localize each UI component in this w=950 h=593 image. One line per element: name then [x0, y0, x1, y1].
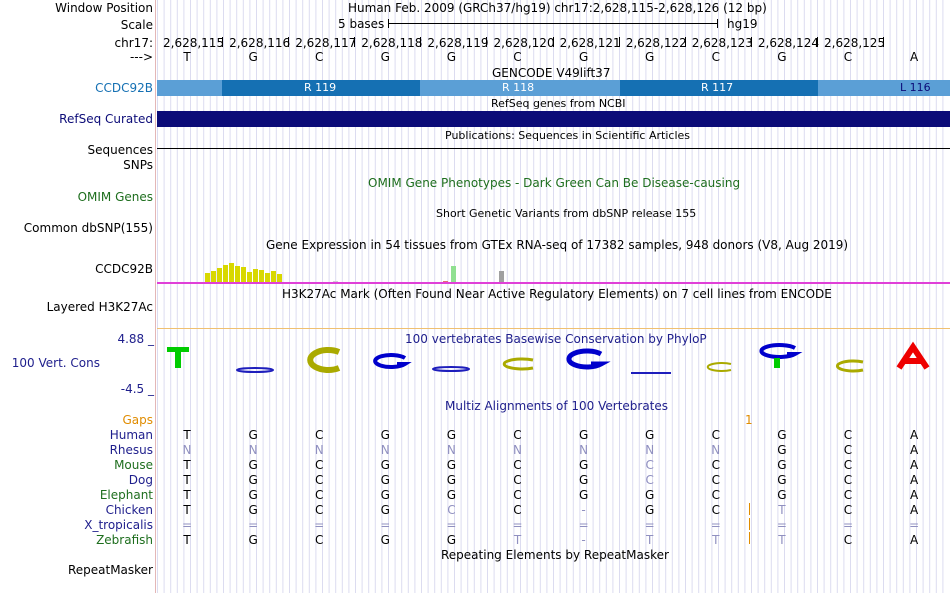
species-label[interactable]: Zebrafish	[96, 533, 153, 547]
alignment-base: =	[578, 518, 589, 532]
alignment-base: A	[909, 488, 919, 502]
alignment-base: G	[248, 503, 258, 517]
ruler-position: 2,628,118	[361, 36, 423, 50]
alignment-base: G	[248, 533, 258, 547]
gap-marker	[749, 532, 750, 544]
dbsnp-track-label[interactable]: Common dbSNP(155)	[23, 221, 153, 235]
alignment-base: G	[777, 458, 787, 472]
gap-count: 1	[745, 413, 753, 427]
alignment-base: =	[710, 518, 721, 532]
alignment-base: C	[843, 443, 853, 457]
exon-label: R 119	[304, 81, 337, 94]
alignment-base: G	[248, 458, 258, 472]
logo-letter-G	[761, 345, 795, 368]
strand-arrow-label: --->	[129, 50, 153, 64]
gtex-track-label[interactable]: CCDC92B	[95, 262, 153, 276]
alignment-base: C	[314, 503, 324, 517]
alignment-base: A	[909, 458, 919, 472]
alignment-base: T	[183, 533, 191, 547]
reference-base: G	[248, 50, 258, 64]
gap-marker	[749, 503, 750, 515]
gap-marker	[749, 518, 750, 530]
alignment-base: T	[183, 428, 191, 442]
h3k27ac-line	[157, 328, 950, 329]
gencode-gene-bar[interactable]	[157, 80, 950, 96]
logo-letter-A	[899, 347, 927, 368]
ruler-position: 2,628,119	[427, 36, 489, 50]
reference-base: C	[711, 50, 720, 64]
scale-bar	[388, 23, 718, 24]
alignment-base: G	[645, 503, 655, 517]
alignment-base: =	[446, 518, 457, 532]
alignment-base: C	[843, 503, 853, 517]
reference-base: G	[446, 50, 457, 64]
alignment-base: G	[578, 428, 589, 442]
alignment-base: G	[380, 458, 390, 472]
snps-track-label[interactable]: SNPs	[123, 158, 153, 172]
alignment-base: C	[513, 428, 522, 442]
exon-label: R 117	[701, 81, 734, 94]
alignment-base: G	[578, 473, 589, 487]
gtex-title: Gene Expression in 54 tissues from GTEx RNA-seq of 17382 samples, 948 donors (V8, Aug 2019)	[266, 238, 849, 252]
species-label[interactable]: Human	[109, 428, 153, 442]
alignment-base: C	[711, 503, 720, 517]
alignment-base: T	[778, 503, 786, 517]
alignment-base: C	[314, 488, 324, 502]
alignment-base: =	[644, 518, 655, 532]
logo-letter-C	[310, 350, 339, 370]
alignment-base: =	[776, 518, 787, 532]
alignment-base: G	[248, 473, 258, 487]
gtex-tissue-bar[interactable]	[223, 265, 228, 282]
scale-label: Scale	[120, 18, 153, 32]
publications-line	[157, 148, 950, 149]
db-text: hg19	[727, 17, 758, 31]
gtex-tissue-bar[interactable]	[259, 270, 264, 282]
alignment-base: N	[711, 443, 721, 457]
species-label[interactable]: Chicken	[105, 503, 153, 517]
reference-base: G	[645, 50, 655, 64]
alignment-base: G	[446, 473, 457, 487]
alignment-base: N	[182, 443, 192, 457]
alignment-base: A	[909, 533, 919, 547]
h3k27ac-track-label[interactable]: Layered H3K27Ac	[46, 300, 153, 314]
alignment-base: -	[581, 533, 586, 547]
alignment-base: T	[183, 488, 191, 502]
gtex-tissue-bar[interactable]	[211, 271, 216, 282]
alignment-base: G	[248, 488, 258, 502]
gtex-tissue-bar[interactable]	[247, 272, 252, 282]
alignment-base: C	[513, 503, 522, 517]
reference-base: T	[183, 50, 191, 64]
refseq-title: RefSeq genes from NCBI	[491, 97, 626, 110]
logo-letter-T	[167, 347, 189, 368]
label-divider	[155, 0, 156, 593]
reference-base: G	[578, 50, 589, 64]
alignment-base: C	[447, 503, 456, 517]
repeatmasker-track-label[interactable]: RepeatMasker	[67, 563, 153, 577]
dbsnp-title: Short Genetic Variants from dbSNP release 155	[436, 207, 697, 220]
exon-label: L 116	[900, 81, 931, 94]
exon-label: R 118	[502, 81, 535, 94]
alignment-base: N	[314, 443, 324, 457]
conservation-title: 100 vertebrates Basewise Conservation by PhyloP	[405, 332, 707, 346]
alignment-base: C	[314, 533, 324, 547]
species-label[interactable]: X_tropicalis	[84, 518, 153, 532]
ruler-position: 2,628,125	[824, 36, 886, 50]
gtex-bar-chart[interactable]	[157, 252, 950, 284]
alignment-base: =	[909, 518, 920, 532]
alignment-base: G	[645, 488, 655, 502]
alignment-base: T	[646, 533, 654, 547]
alignment-base: G	[248, 428, 258, 442]
alignment-base: C	[314, 473, 324, 487]
alignment-base: G	[380, 533, 390, 547]
alignment-base: C	[843, 458, 853, 472]
species-label[interactable]: Dog	[128, 473, 153, 487]
conservation-max-label: 4.88 _	[117, 332, 154, 346]
alignment-base: =	[380, 518, 391, 532]
logo-letter-C	[837, 361, 863, 371]
alignment-base: C	[513, 488, 522, 502]
logo-letter-C	[708, 363, 731, 371]
species-label[interactable]: Rhesus	[109, 443, 153, 457]
alignment-base: A	[909, 503, 919, 517]
scale-text: 5 bases	[338, 17, 385, 31]
alignment-base: G	[446, 533, 457, 547]
alignment-base: G	[446, 428, 457, 442]
alignment-base: C	[711, 488, 720, 502]
alignment-base: =	[842, 518, 854, 532]
alignment-base: T	[712, 533, 720, 547]
alignment-base: T	[513, 533, 522, 547]
gencode-title: GENCODE V49lift37	[492, 66, 611, 80]
gtex-tissue-bar[interactable]	[271, 271, 276, 282]
alignment-base: N	[380, 443, 390, 457]
alignment-base: G	[446, 488, 457, 502]
alignment-base: G	[380, 503, 390, 517]
gtex-tissue-bar[interactable]	[499, 271, 504, 282]
alignment-base: T	[183, 503, 191, 517]
gtex-tissue-bar[interactable]	[229, 263, 234, 282]
gencode-track-label[interactable]: CCDC92B	[95, 81, 153, 95]
gtex-tissue-bar[interactable]	[217, 268, 222, 282]
ruler-position: 2,628,116	[229, 36, 291, 50]
alignment-base: C	[314, 458, 324, 472]
alignment-base: A	[909, 443, 919, 457]
gtex-tissue-bar[interactable]	[235, 266, 240, 282]
assembly-position-text: Human Feb. 2009 (GRCh37/hg19) chr17:2,628,115-2,628,126 (12 bp)	[348, 1, 767, 15]
alignment-base: G	[446, 458, 457, 472]
reference-base: A	[909, 50, 919, 64]
alignment-base: -	[581, 503, 586, 517]
ruler-position: 2,628,124	[757, 36, 819, 50]
publications-track-label[interactable]: Sequences	[87, 143, 153, 157]
alignment-base: A	[909, 473, 919, 487]
alignment-base: =	[181, 518, 193, 532]
alignment-base: G	[777, 488, 787, 502]
alignment-base: =	[512, 518, 523, 532]
ruler-position: 2,628,123	[691, 36, 753, 50]
gtex-baseline	[157, 282, 950, 284]
gtex-tissue-bar[interactable]	[265, 273, 270, 282]
alignment-base: A	[909, 428, 919, 442]
alignment-base: C	[843, 533, 853, 547]
chr-label: chr17:	[114, 36, 153, 50]
logo-letter-G	[237, 368, 273, 372]
alignment-base: N	[446, 443, 456, 457]
refseq-track-label[interactable]: RefSeq Curated	[59, 112, 153, 126]
conservation-track-label[interactable]: 100 Vert. Cons	[11, 356, 100, 370]
alignment-base: C	[645, 473, 654, 487]
gtex-tissue-bar[interactable]	[205, 273, 210, 282]
species-label[interactable]: Mouse	[114, 458, 153, 472]
alignment-base: T	[183, 458, 191, 472]
reference-base: C	[513, 50, 522, 64]
alignment-base: T	[183, 473, 191, 487]
logo-letter-G	[631, 372, 671, 374]
logo-letter-G	[375, 355, 405, 367]
refseq-gene-bar[interactable]	[157, 111, 950, 127]
alignment-base: T	[778, 533, 786, 547]
logo-letter-G	[433, 367, 469, 371]
alignment-base: C	[843, 428, 853, 442]
gtex-tissue-bar[interactable]	[277, 274, 282, 282]
alignment-base: N	[645, 443, 655, 457]
alignment-base: G	[777, 443, 787, 457]
scale-bar-left-tick	[388, 19, 389, 28]
species-label[interactable]: Elephant	[99, 488, 153, 502]
gtex-tissue-bar[interactable]	[241, 267, 246, 282]
conservation-min-label: -4.5 _	[120, 382, 154, 396]
alignment-base: C	[314, 428, 324, 442]
alignment-base: C	[711, 458, 720, 472]
alignment-base: G	[380, 473, 390, 487]
alignment-base: G	[645, 428, 655, 442]
reference-base: C	[843, 50, 853, 64]
ruler-position: 2,628,120	[493, 36, 555, 50]
repeatmasker-title: Repeating Elements by RepeatMasker	[441, 548, 669, 562]
alignment-base: C	[513, 473, 522, 487]
scale-bar-right-tick	[717, 19, 718, 28]
multiz-title: Multiz Alignments of 100 Vertebrates	[445, 399, 669, 413]
conservation-logo[interactable]	[157, 340, 950, 398]
alignment-base: G	[578, 488, 589, 502]
alignment-base: G	[380, 488, 390, 502]
reference-base: G	[380, 50, 390, 64]
alignment-base: C	[843, 488, 853, 502]
alignment-base: =	[248, 518, 259, 532]
alignment-base: N	[579, 443, 589, 457]
ruler-position: 2,628,115	[163, 36, 225, 50]
alignment-base: C	[711, 473, 720, 487]
alignment-base: G	[578, 458, 589, 472]
ruler-position: 2,628,117	[295, 36, 357, 50]
logo-letter-G	[569, 351, 601, 367]
gaps-label: Gaps	[122, 413, 153, 427]
alignment-base: C	[843, 473, 853, 487]
alignment-base: =	[314, 518, 325, 532]
ruler-position: 2,628,122	[625, 36, 687, 50]
alignment-base: G	[777, 473, 787, 487]
reference-base: G	[777, 50, 787, 64]
omim-title: OMIM Gene Phenotypes - Dark Green Can Be Disease-causing	[368, 176, 741, 190]
alignment-base: G	[777, 428, 787, 442]
alignment-base: N	[248, 443, 258, 457]
gtex-tissue-bar[interactable]	[451, 266, 456, 282]
alignment-base: C	[711, 428, 720, 442]
ruler-position: 2,628,121	[559, 36, 621, 50]
window-position-label: Window Position	[55, 1, 153, 15]
alignment-base: G	[380, 428, 390, 442]
alignment-base: N	[513, 443, 522, 457]
alignment-base: C	[645, 458, 654, 472]
h3k27ac-title: H3K27Ac Mark (Often Found Near Active Regulatory Elements) on 7 cell lines from ENCODE	[282, 287, 832, 301]
omim-track-label[interactable]: OMIM Genes	[77, 190, 153, 204]
publications-title: Publications: Sequences in Scientific Articles	[445, 129, 690, 142]
logo-letter-C	[504, 359, 533, 369]
gtex-tissue-bar[interactable]	[253, 269, 258, 282]
reference-base: C	[314, 50, 324, 64]
alignment-base: C	[513, 458, 522, 472]
